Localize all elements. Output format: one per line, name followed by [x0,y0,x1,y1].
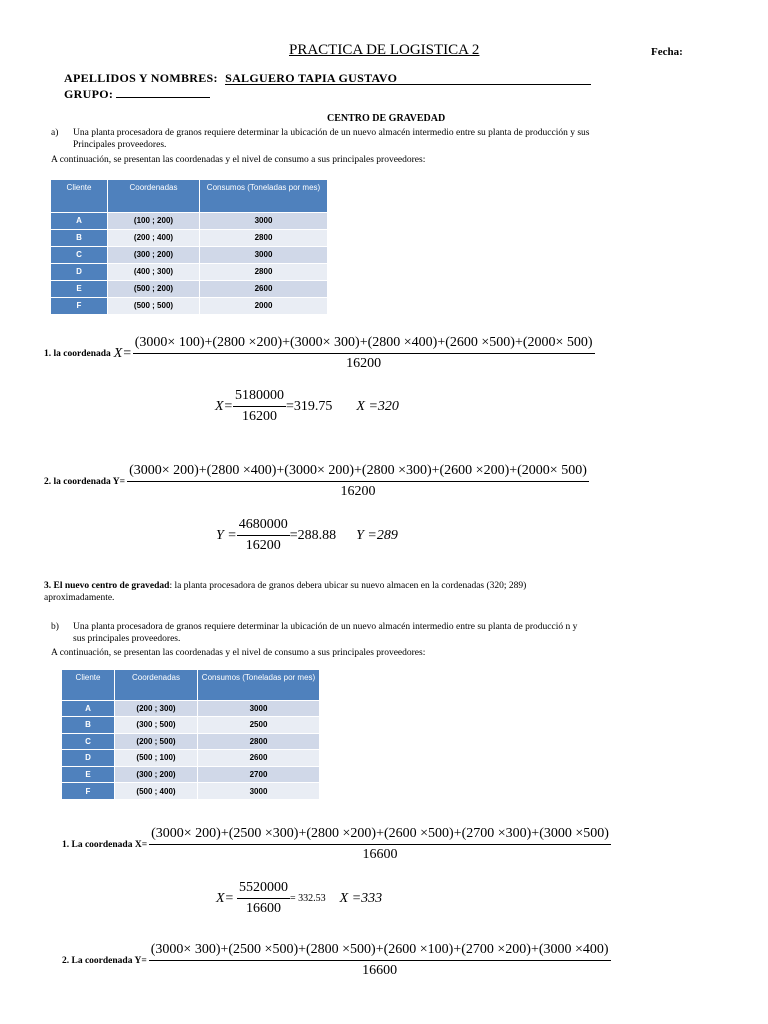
fraction-numerator: (3000× 200)+(2500 ×300)+(2800 ×200)+(2600 ×500)+(2700 ×300)+(3000 ×500) [149,826,611,845]
fraction-denominator: 16600 [362,847,398,862]
result-denominator: 16600 [246,901,281,916]
section-title: CENTRO DE GRAVEDAD [327,113,446,124]
coordinates-cell: (400 ; 300) [108,263,200,280]
fraction [149,942,611,979]
conclusion-heading: 3. El nuevo centro de gravedad [44,581,170,591]
result-denominator: 16200 [245,538,281,553]
client-cell: F [62,783,115,800]
coordinates-cell: (300 ; 200) [108,246,200,263]
eq-label: 1. la coordenada [44,348,111,359]
result-numerator: 5180000 [233,388,286,407]
table-header-cell: Cliente [62,670,115,700]
result-value: = 332.53 [290,893,326,904]
part-b-problem-line1: Una planta procesadora de granos requiere determinar la ubicación de un nuevo almacén intermedio entre su planta de producció n y [73,622,578,632]
part-a-table [51,180,328,314]
client-cell: D [62,750,115,767]
consumption-cell: 3000 [198,700,320,717]
result-fraction [237,517,290,554]
part-b-marker: b) [51,622,59,632]
table-row [62,750,320,767]
coordinates-cell: (500 ; 400) [115,783,198,800]
table-row [51,297,328,314]
consumption-cell: 2800 [200,229,328,246]
result-fraction [237,880,290,917]
result-variable: X= [216,890,234,906]
coordinates-cell: (100 ; 200) [108,212,200,229]
consumption-cell: 3000 [200,212,328,229]
client-cell: A [62,700,115,717]
rounded-result: Y =289 [356,527,398,543]
result-value: =319.75 [286,398,333,414]
fraction-numerator: (3000× 200)+(2800 ×400)+(3000× 200)+(2800 ×300)+(2600 ×200)+(2000× 500) [127,463,589,482]
consumption-cell: 3000 [198,783,320,800]
coordinates-cell: (500 ; 200) [108,280,200,297]
table-row [62,717,320,734]
consumption-cell: 2800 [200,263,328,280]
fraction [149,826,611,863]
rounded-result: X =320 [356,398,399,414]
eq-variable: X= [113,345,132,361]
fraction [133,335,595,372]
client-cell: A [51,212,108,229]
result-value: =288.88 [289,527,337,543]
table-header-cell: Coordenadas [115,670,198,700]
client-cell: E [51,280,108,297]
result-variable: Y = [216,527,237,543]
result-denominator: 16200 [242,409,277,424]
fecha-label: Fecha: [651,46,683,58]
eq-label: 1. La coordenada X= [62,839,148,850]
part-b-eq-x [62,826,611,863]
grupo-blank-line [116,87,210,98]
table-row [51,280,328,297]
table-header-row [51,180,328,212]
fraction-numerator: (3000× 100)+(2800 ×200)+(3000× 300)+(2800 ×400)+(2600 ×500)+(2000× 500) [133,335,595,354]
table-row [62,733,320,750]
table-row [51,229,328,246]
eq-label: 2. la coordenada Y= [44,476,126,487]
conclusion-text: : la planta procesadora de granos debera ubicar su nuevo almacen en la cordenadas (320; 289) [169,581,527,591]
coordinates-cell: (500 ; 500) [108,297,200,314]
consumption-cell: 2500 [198,717,320,734]
part-a-problem [73,127,713,151]
consumption-cell: 2000 [200,297,328,314]
conclusion-text-line2: aproximadamente. [44,593,115,603]
coordinates-cell: (200 ; 400) [108,229,200,246]
part-a-problem-line2: Principales proveedores. [73,140,167,150]
table-row [62,700,320,717]
part-a-problem-line1: Una planta procesadora de granos requiere determinar la ubicación de un nuevo almacén intermedio entre su planta de producción y sus [73,128,590,138]
table-header-cell: Coordenadas [108,180,200,212]
client-cell: B [62,717,115,734]
consumption-cell: 2600 [200,280,328,297]
names-label: APELLIDOS Y NOMBRES: [64,71,218,85]
fraction [127,463,589,500]
part-a-eq-x [44,335,595,372]
part-b-result-x [216,880,382,917]
table-header-cell: Consumos (Toneladas por mes) [200,180,328,212]
part-a-intro: A continuación, se presentan las coordenadas y el nivel de consumo a sus principales proveedores: [51,155,426,165]
part-a-conclusion [44,580,734,604]
coordinates-cell: (200 ; 500) [115,733,198,750]
consumption-cell: 2600 [198,750,320,767]
part-b-intro: A continuación, se presentan las coordenadas y el nivel de consumo a sus principales proveedores: [51,648,426,658]
table-row [62,766,320,783]
coordinates-cell: (300 ; 500) [115,717,198,734]
consumption-cell: 2800 [198,733,320,750]
result-numerator: 5520000 [237,880,290,899]
coordinates-cell: (300 ; 200) [115,766,198,783]
part-b-eq-y [62,942,611,979]
client-cell: E [62,766,115,783]
eq-label: 2. La coordenada Y= [62,955,147,966]
client-cell: B [51,229,108,246]
fraction-denominator: 16600 [362,963,398,978]
part-a-marker: a) [51,128,59,138]
client-cell: C [62,733,115,750]
part-b-problem-line2: sus principales proveedores. [73,634,181,644]
client-cell: C [51,246,108,263]
table-header-row [62,670,320,700]
grupo-label: GRUPO: [64,87,114,101]
table-row [62,783,320,800]
table-header-cell: Consumos (Toneladas por mes) [198,670,320,700]
part-a-eq-y [44,463,589,500]
names-row [64,71,591,86]
part-a-result-y [216,517,398,554]
grupo-row [64,87,210,102]
coordinates-cell: (500 ; 100) [115,750,198,767]
coordinates-cell: (200 ; 300) [115,700,198,717]
table-row [51,263,328,280]
part-a-result-x [215,388,399,425]
document-title: PRACTICA DE LOGISTICA 2 [289,42,480,58]
fraction-numerator: (3000× 300)+(2500 ×500)+(2800 ×500)+(2600 ×100)+(2700 ×200)+(3000 ×400) [149,942,611,961]
part-b-table [62,670,320,799]
names-value: SALGUERO TAPIA GUSTAVO [225,72,591,85]
consumption-cell: 3000 [200,246,328,263]
consumption-cell: 2700 [198,766,320,783]
client-cell: D [51,263,108,280]
table-header-cell: Cliente [51,180,108,212]
fraction-denominator: 16200 [340,484,376,499]
part-b-problem [73,621,713,645]
result-numerator: 4680000 [237,517,290,536]
result-variable: X= [215,398,233,414]
table-row [51,212,328,229]
result-fraction [233,388,286,425]
table-row [51,246,328,263]
fraction-denominator: 16200 [346,356,382,371]
client-cell: F [51,297,108,314]
rounded-result: X =333 [339,890,383,906]
